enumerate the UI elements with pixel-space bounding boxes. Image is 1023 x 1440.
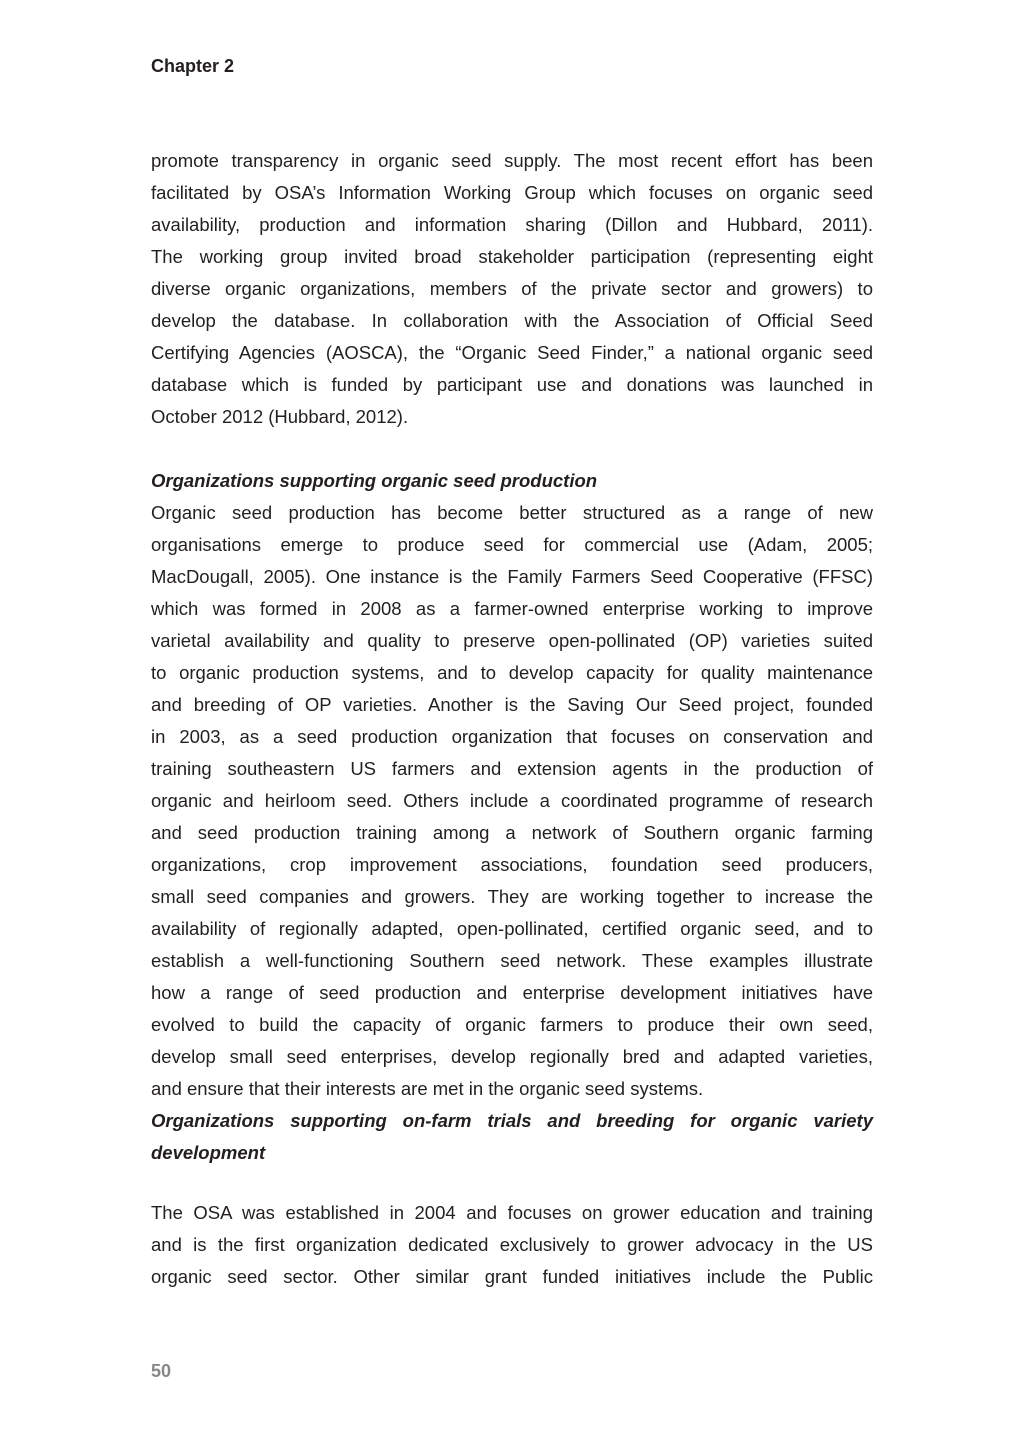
text-line: The working group invited broad stakeholder participation (representing eight bbox=[151, 246, 873, 267]
text-line: database which is funded by participant use and donations was launched in bbox=[151, 374, 873, 395]
text-line: organizations, crop improvement associations, foundation seed producers, bbox=[151, 854, 873, 875]
text-line: training southeastern US farmers and extension agents in the production of bbox=[151, 758, 873, 779]
text-line: to organic production systems, and to develop capacity for quality maintenance bbox=[151, 662, 873, 683]
text-line: October 2012 (Hubbard, 2012). bbox=[151, 406, 409, 427]
paragraph-2 bbox=[151, 497, 873, 1105]
text-line: Organizations supporting organic seed production bbox=[151, 470, 598, 491]
text-line: establish a well-functioning Southern seed network. These examples illustrate bbox=[151, 950, 873, 971]
paragraph-1 bbox=[151, 145, 873, 433]
text-line: Certifying Agencies (AOSCA), the “Organic Seed Finder,” a national organic seed bbox=[151, 342, 873, 363]
page-number: 50 bbox=[151, 1361, 172, 1381]
text-line: small seed companies and growers. They are working together to increase the bbox=[151, 886, 873, 907]
text-line: Organizations supporting on-farm trials and breeding for organic variety bbox=[151, 1110, 873, 1131]
text-line: organic and heirloom seed. Others include a coordinated programme of research bbox=[151, 790, 873, 811]
text-line: and is the first organization dedicated exclusively to grower advocacy in the US bbox=[151, 1234, 873, 1255]
text-line: availability of regionally adapted, open-pollinated, certified organic seed, and to bbox=[151, 918, 873, 939]
text-line: evolved to build the capacity of organic farmers to produce their own seed, bbox=[151, 1014, 873, 1035]
text-line: The OSA was established in 2004 and focuses on grower education and training bbox=[151, 1202, 873, 1223]
section-heading-on-farm-trials bbox=[151, 1105, 873, 1169]
text-line: promote transparency in organic seed supply. The most recent effort has been bbox=[151, 150, 873, 171]
text-line: organisations emerge to produce seed for commercial use (Adam, 2005; bbox=[151, 534, 873, 555]
text-line: facilitated by OSA’s Information Working Group which focuses on organic seed bbox=[151, 182, 873, 203]
chapter-label: Chapter 2 bbox=[151, 56, 235, 76]
text-line: develop small seed enterprises, develop regionally bred and adapted varieties, bbox=[151, 1046, 873, 1067]
text-line: availability, production and information sharing (Dillon and Hubbard, 2011). bbox=[151, 214, 873, 235]
paragraph-3 bbox=[151, 1197, 873, 1293]
text-line: development bbox=[151, 1142, 266, 1163]
text-line: MacDougall, 2005). One instance is the Family Farmers Seed Cooperative (FFSC) bbox=[151, 566, 873, 587]
text-line: and seed production training among a network of Southern organic farming bbox=[151, 822, 873, 843]
text-line: how a range of seed production and enterprise development initiatives have bbox=[151, 982, 873, 1003]
text-line: which was formed in 2008 as a farmer-owned enterprise working to improve bbox=[151, 598, 873, 619]
text-line: develop the database. In collaboration with the Association of Official Seed bbox=[151, 310, 873, 331]
text-line: and ensure that their interests are met in the organic seed systems. bbox=[151, 1078, 704, 1099]
text-line: and breeding of OP varieties. Another is the Saving Our Seed project, founded bbox=[151, 694, 873, 715]
text-line: diverse organic organizations, members of the private sector and growers) to bbox=[151, 278, 873, 299]
text-line: Organic seed production has become better structured as a range of new bbox=[151, 502, 873, 523]
text-line: varietal availability and quality to preserve open-pollinated (OP) varieties suited bbox=[151, 630, 873, 651]
text-line: in 2003, as a seed production organization that focuses on conservation and bbox=[151, 726, 873, 747]
text-line: organic seed sector. Other similar grant funded initiatives include the Public bbox=[151, 1266, 873, 1287]
section-heading-seed-production bbox=[151, 465, 873, 497]
